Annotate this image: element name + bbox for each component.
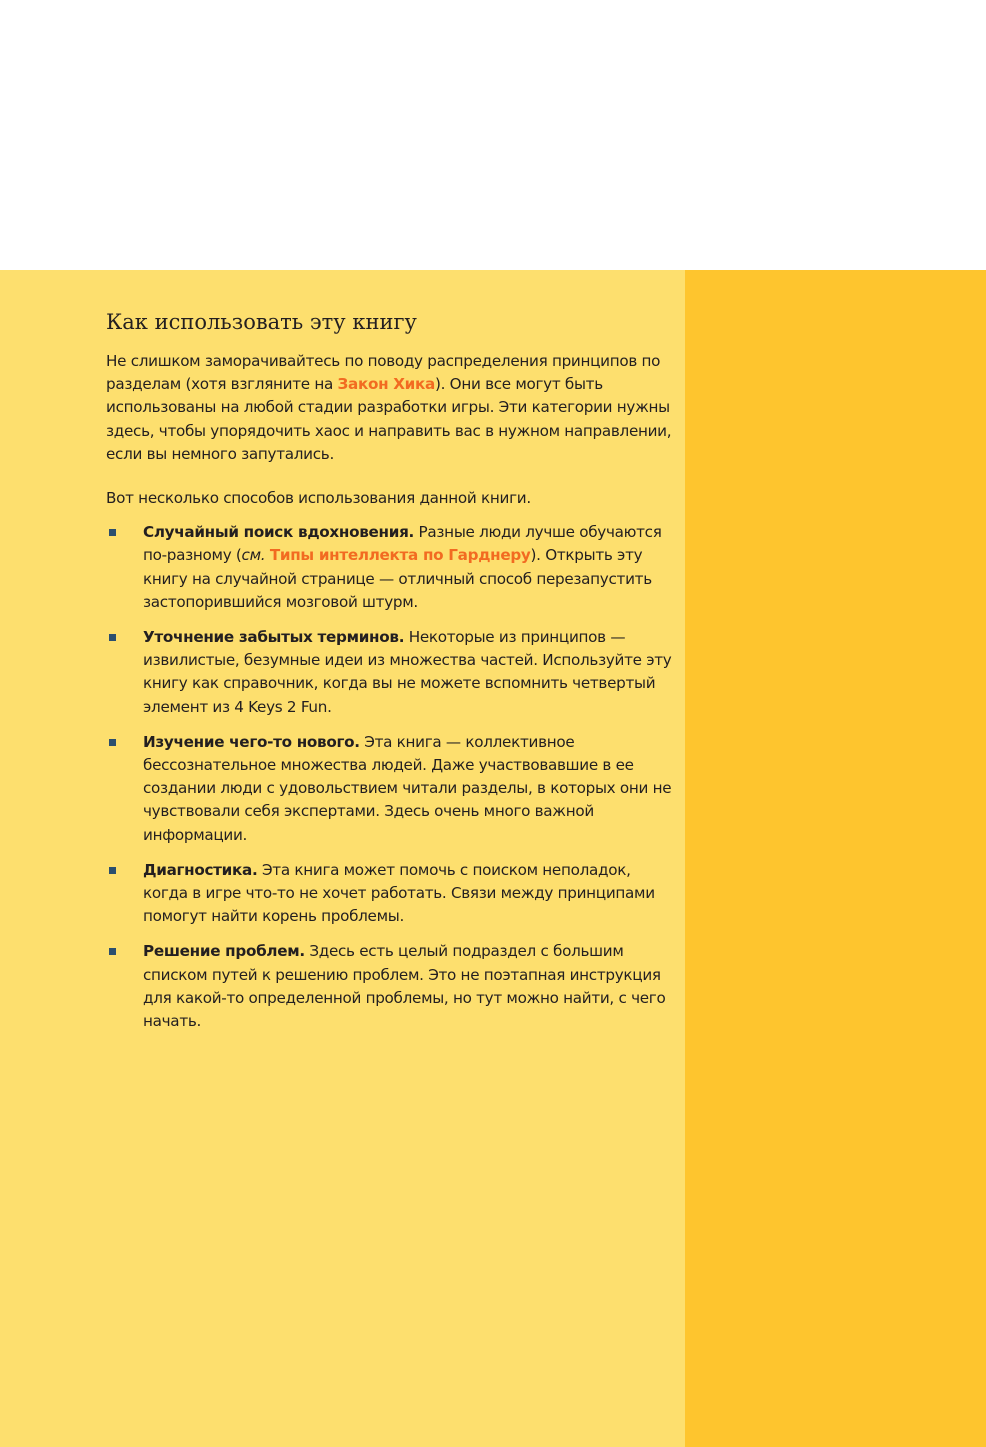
section-title: Как использовать эту книгу <box>106 310 417 334</box>
item-text: ). Открыть эту книгу на случайной странице — отличный способ перезапустить застопорившийся мозговой штурм. <box>143 546 652 611</box>
intro-text-2: ). Они все могут быть использованы на любой стадии разработки игры. Эти категории нужны здесь, чтобы упорядочить хаос и направить вас в нужном направлении, если вы немного запутались. <box>106 375 672 463</box>
text-column <box>106 307 674 1045</box>
list-item <box>106 626 674 719</box>
item-text: Некоторые из принципов — извилистые, безумные идеи из множества частей. Используйте эту книгу как справочник, когда вы не можете вспомнить четвертый элемент из 4 Keys 2 Fun. <box>143 628 672 716</box>
item-text: Эта книга может помочь с поиском неполадок, когда в игре что-то не хочет работать. Связи между принципами помогут найти корень проблемы. <box>143 860 655 926</box>
see-abbreviation: см. <box>241 546 266 565</box>
list-item <box>106 731 674 847</box>
side-color-bar <box>685 270 986 1447</box>
square-bullet-icon <box>109 529 116 536</box>
list-item <box>106 859 674 929</box>
item-title: Решение проблем. <box>143 942 305 961</box>
ways-list <box>106 521 674 1033</box>
square-bullet-icon <box>109 634 116 641</box>
item-text: Разные люди лучше обучаются по-разному ( <box>143 523 662 565</box>
list-item <box>106 521 674 614</box>
item-text: Эта книга — коллективное бессознательное множества людей. Даже участвовавшие в ее создании люди с удовольствием читали разделы, в которых они не чувствовали себя экспертами. Здесь очень много важной информации. <box>143 732 672 844</box>
top-blank-area <box>0 0 986 270</box>
item-title: Диагностика. <box>143 860 258 879</box>
square-bullet-icon <box>109 948 116 955</box>
intro-text-1: Не слишком заморачивайтесь по поводу распределения принципов по разделам (хотя взгляните на <box>106 352 661 394</box>
item-title: Случайный поиск вдохновения. <box>143 523 415 542</box>
item-title: Изучение чего-то нового. <box>143 732 360 751</box>
item-title: Уточнение забытых терминов. <box>143 628 405 647</box>
square-bullet-icon <box>109 867 116 874</box>
hick-law-link[interactable]: Закон Хика <box>337 375 435 394</box>
square-bullet-icon <box>109 739 116 746</box>
intro-paragraph <box>106 350 674 466</box>
list-item <box>106 940 674 1033</box>
gardner-intelligence-link[interactable]: Типы интеллекта по Гарднеру <box>269 546 531 565</box>
list-lead-paragraph: Вот несколько способов использования данной книги. <box>106 489 531 508</box>
item-text: Здесь есть целый подраздел с большим списком путей к решению проблем. Это не поэтапная инструкция для какой-то определенной проблемы, но тут можно найти, с чего начать. <box>143 942 666 1031</box>
